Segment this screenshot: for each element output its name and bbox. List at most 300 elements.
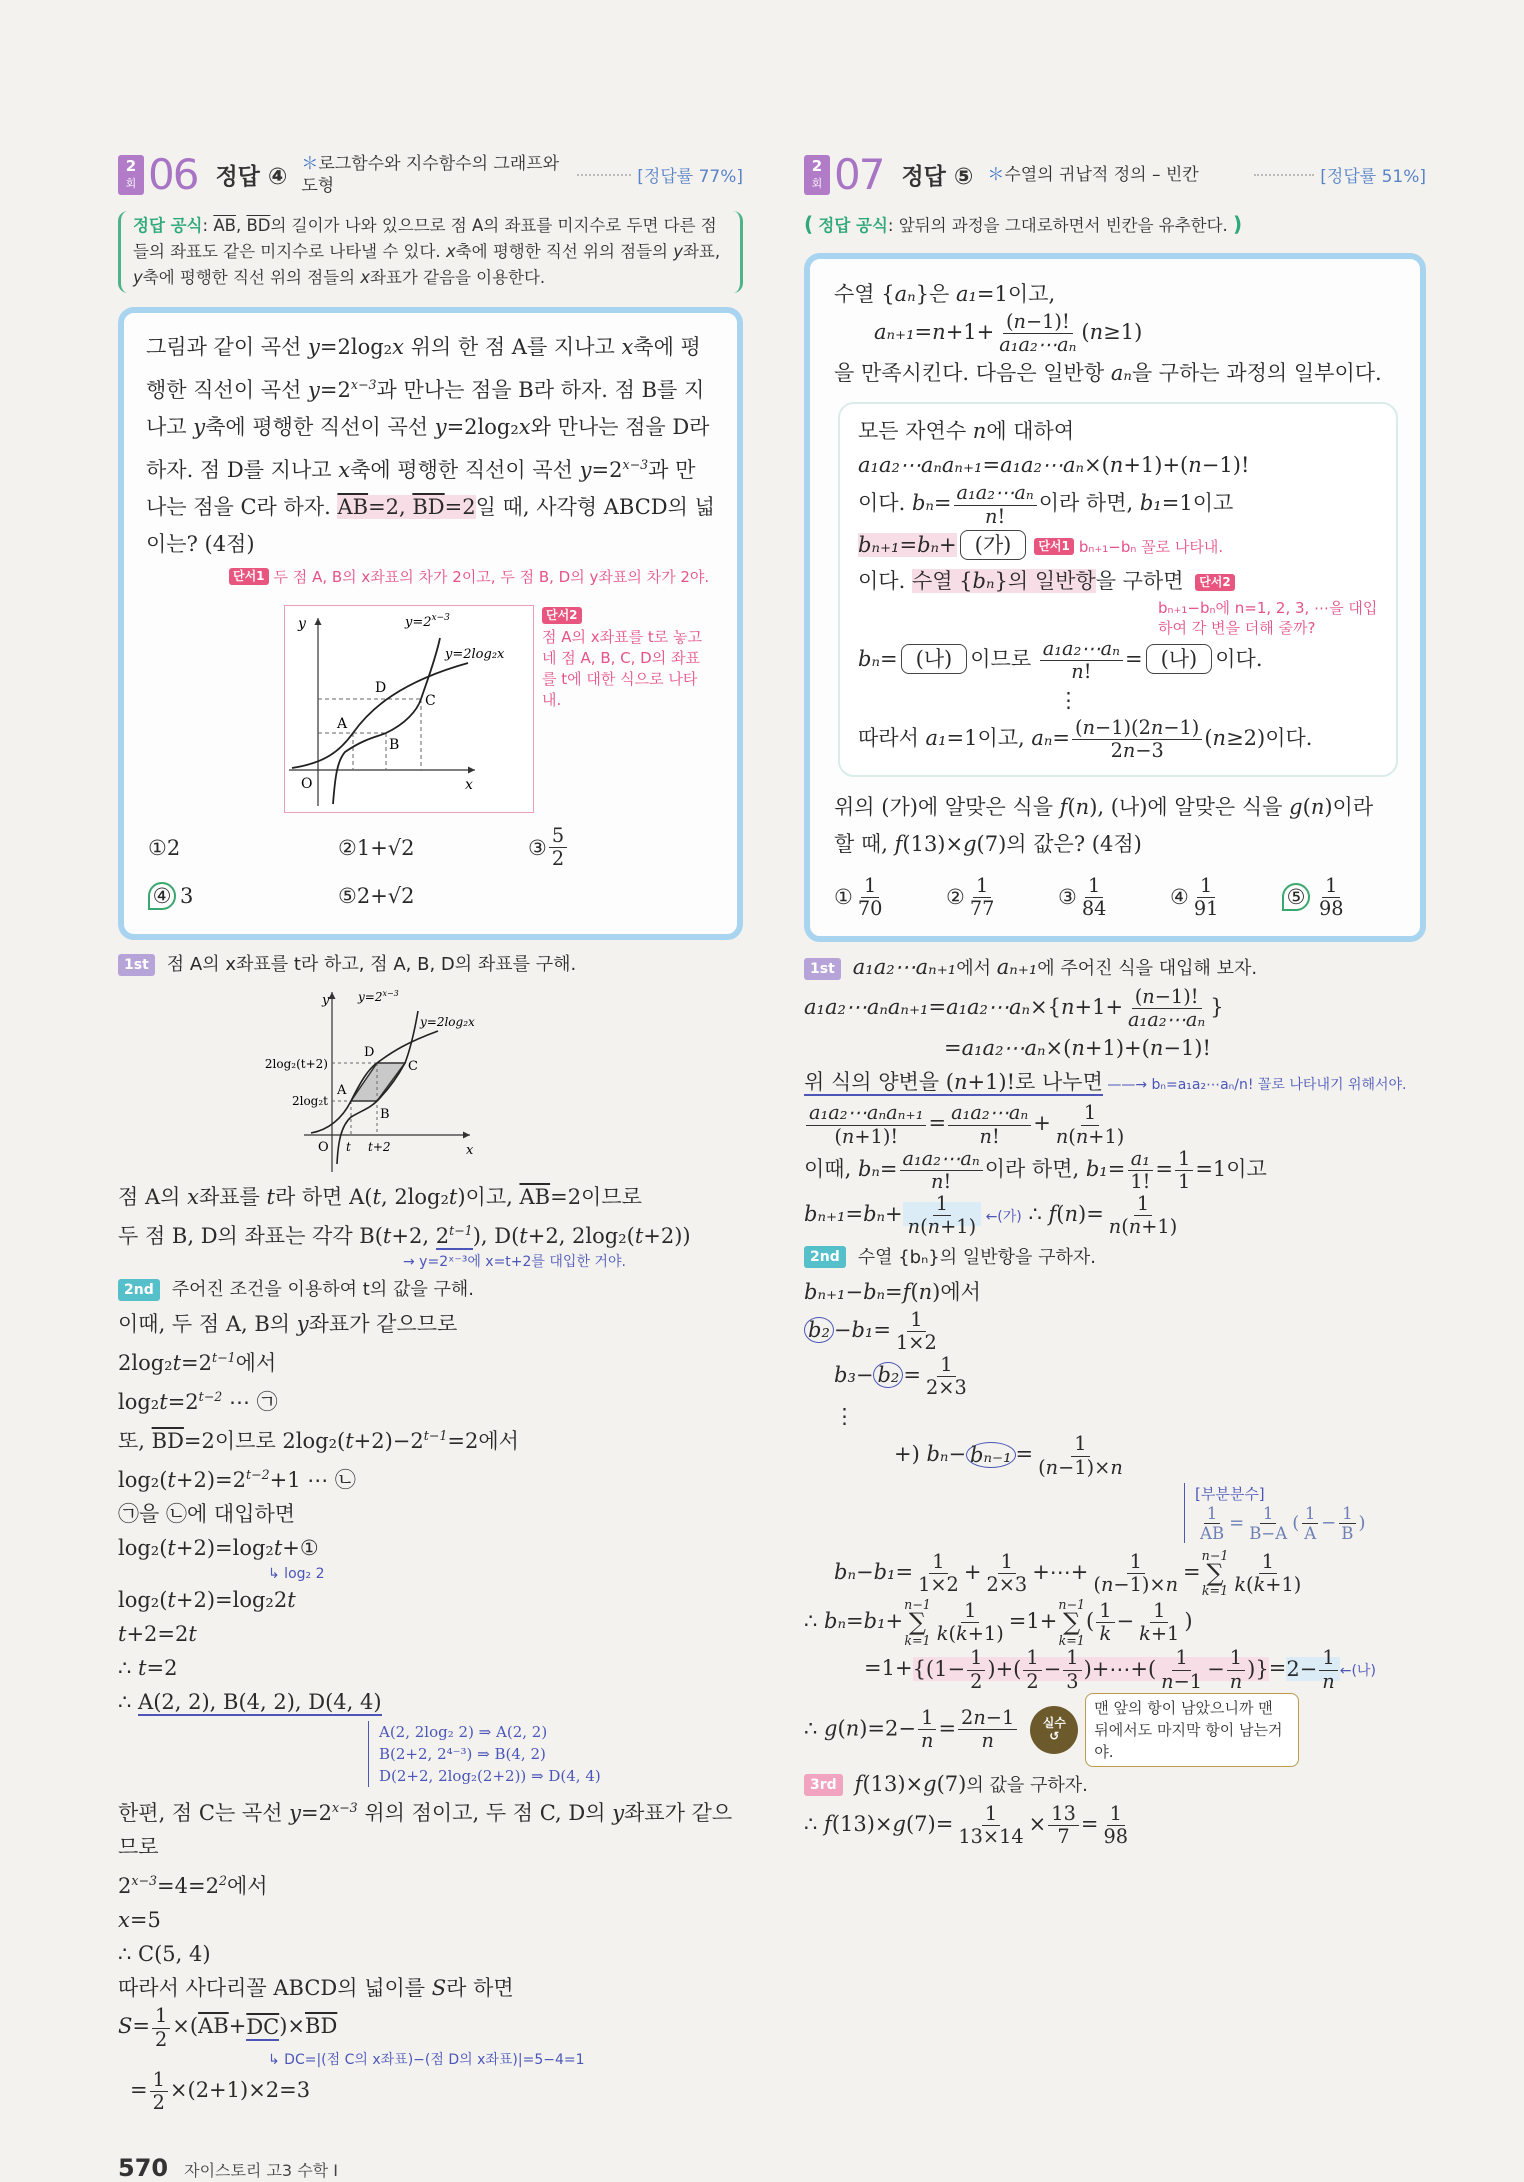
highlight [858, 533, 957, 557]
text: 91 [1193, 896, 1219, 920]
fraction [905, 1193, 979, 1238]
text: ㉠을 ㉡에 대입하면 [118, 1502, 296, 1527]
text: n [1161, 1669, 1174, 1693]
text: $\overline{AB}$ [198, 2014, 229, 2039]
formula-text: : 앞뒤의 과정을 그대로하면서 빈칸을 유추한다. [887, 216, 1228, 235]
text: a₁a₂⋯aₙ [902, 1146, 980, 1170]
sum-upper: n−1 [904, 1597, 931, 1613]
text: n [1045, 1455, 1059, 1479]
choice-option[interactable] [148, 825, 338, 870]
exp-curve [333, 638, 440, 804]
choice-option[interactable] [528, 825, 718, 870]
text: t [167, 1588, 176, 1613]
paren-close: ) [1233, 212, 1243, 236]
math-var [308, 378, 320, 402]
math-var [919, 1280, 933, 1304]
text: n [1064, 1202, 1078, 1227]
choice-option[interactable] [1058, 875, 1170, 920]
solution-graph [238, 984, 498, 1174]
denominator [955, 1826, 1026, 1848]
math-var [824, 1609, 846, 1633]
text: (13)× [831, 1812, 893, 1837]
text: t [159, 1390, 168, 1415]
solution-line [118, 1271, 743, 1307]
text: 2nd [810, 1249, 840, 1266]
text: y [612, 1801, 625, 1826]
fraction [1197, 1504, 1227, 1543]
text: n [1100, 1573, 1114, 1597]
text: 98 [1319, 896, 1344, 920]
math-var [985, 505, 997, 528]
fraction [152, 2005, 170, 2050]
y-tick-2log-t: 2log₂t [291, 1094, 328, 1109]
text: 2 [435, 1224, 450, 1249]
math-var [167, 1468, 175, 1492]
denominator [915, 1574, 962, 1596]
denominator [831, 1126, 901, 1148]
solution-line [834, 311, 1398, 356]
math-var [1161, 1670, 1173, 1693]
text: n [1322, 1669, 1335, 1693]
text: 1+√2 [356, 835, 415, 860]
text: A(2, 2), B(4, 2), D(4, 4) [138, 1690, 382, 1715]
text: log₂( [118, 1468, 168, 1493]
math-var [1123, 739, 1135, 762]
fraction [983, 1551, 1030, 1596]
text: 1×2 [918, 1573, 959, 1597]
text: ! [1083, 660, 1092, 684]
text: ∴ [118, 1656, 139, 1681]
solution-line [118, 1685, 743, 1719]
math-var [1064, 1202, 1078, 1226]
math-var [1109, 1215, 1121, 1238]
text: − [1321, 1512, 1337, 1534]
text: ↳ DC=|(점 C의 x좌표)−(점 D의 x좌표)|=5−4=1 [268, 2051, 585, 2068]
text: 1 [1178, 1170, 1191, 1194]
math-var [834, 1560, 856, 1584]
text: n [1149, 1036, 1164, 1061]
denominator [905, 1216, 979, 1238]
blank-box [960, 530, 1027, 560]
text: +2)) [643, 1224, 691, 1249]
text: n [1110, 1455, 1123, 1479]
solution-line [118, 1903, 743, 1937]
text: ×( [1045, 1036, 1072, 1061]
text: f [1059, 794, 1068, 819]
text: −1)! [1163, 1036, 1211, 1061]
text: 98 [1103, 1825, 1129, 1849]
numerator [1319, 1647, 1337, 1670]
math-var [1142, 985, 1154, 1008]
text: = [914, 320, 933, 345]
problem-figure-row [124, 605, 737, 813]
text: (13)× [862, 1771, 924, 1796]
fraction [1023, 1647, 1041, 1692]
text: ), (나)에 알맞은 식을 [1089, 794, 1290, 819]
text: = [879, 1157, 898, 1182]
text: n [1150, 716, 1164, 740]
text: 따라서 [858, 726, 926, 751]
text: n [1188, 453, 1202, 478]
text: +1 [1150, 1622, 1180, 1646]
text: − [855, 1363, 874, 1388]
fraction [1063, 1647, 1081, 1692]
text: y [193, 415, 206, 439]
choice-number [946, 885, 965, 909]
text: t [188, 1622, 197, 1647]
text: 1 [970, 1646, 983, 1670]
text: (7)= [905, 1812, 954, 1837]
solution-line [804, 1549, 1426, 1598]
text: 1st [810, 960, 835, 977]
text: = [130, 2078, 148, 2103]
math-var [612, 1801, 624, 1825]
text: a₁a₂⋯aₙ [946, 995, 1030, 1020]
text: 1 [1342, 1503, 1353, 1523]
math-var [1150, 1036, 1164, 1060]
text: n [981, 1729, 994, 1753]
topic-text: 로그함수와 지수함수의 그래프와 도형 [301, 153, 560, 196]
text: 이다. [858, 568, 912, 593]
annotation [1103, 1077, 1407, 1093]
denominator [152, 2029, 170, 2051]
text: =2 [444, 495, 476, 519]
hint-text [1079, 538, 1223, 556]
math-var [954, 1070, 968, 1094]
math-var [1213, 726, 1227, 750]
text: n [918, 1279, 933, 1304]
exp-curve-label: $y=2^{x-3}$ [405, 613, 450, 630]
text: ∴ [118, 1690, 139, 1715]
text: + [228, 2014, 247, 2039]
text: −1 [1173, 1669, 1203, 1693]
text: $\overline{AB}$ [213, 216, 236, 235]
text: 따라서 사다리꼴 ABCD의 넓이를 [118, 1976, 432, 2001]
fraction [1079, 875, 1110, 920]
log-curve-label: y=2log₂x [445, 647, 505, 662]
numerator [1081, 1102, 1099, 1125]
text: }의 일반항 [994, 568, 1096, 593]
math-var [621, 335, 633, 359]
text: ×( [172, 2014, 199, 2039]
text: ×(2+1)×2=3 [169, 2078, 311, 2103]
text: 1 [1199, 873, 1213, 897]
denominator [1023, 1671, 1041, 1693]
fraction [1053, 1102, 1127, 1147]
math-var [851, 1318, 873, 1342]
text: ∴ [804, 1812, 825, 1837]
text: t [167, 1536, 176, 1561]
fraction [954, 482, 1037, 527]
math-var [804, 1202, 845, 1226]
text: 이라 하면, [984, 1157, 1086, 1182]
text: ( [1121, 1215, 1129, 1239]
choices-row-1 [124, 817, 737, 870]
denominator [967, 898, 998, 920]
text: g [963, 831, 977, 856]
math-var [1000, 453, 1084, 477]
choice-option[interactable] [1282, 875, 1394, 920]
text: 일 때, 사각형 ABCD의 넓이는? (4점) [146, 495, 715, 556]
solution-line [804, 1239, 1426, 1275]
text: + [963, 1560, 982, 1585]
text: t [448, 1185, 458, 1210]
denominator [1035, 1457, 1126, 1479]
text: f [894, 831, 903, 856]
text: f [902, 1279, 911, 1304]
text: 1 [1322, 1646, 1335, 1670]
step-text [1037, 958, 1257, 979]
text: (나) [915, 647, 953, 672]
text: 1 [935, 1192, 949, 1216]
text: 1 [1083, 1101, 1097, 1125]
text: =2log₂ [319, 335, 393, 359]
text: = [845, 1202, 864, 1227]
topic-text: 수열의 귀납적 정의 – 빈칸 [1004, 164, 1199, 185]
text: x [392, 335, 404, 359]
text: = [1183, 1560, 1201, 1585]
choice-option[interactable] [338, 874, 528, 918]
text: t [167, 1468, 176, 1493]
text: 라 하면 [446, 1976, 514, 2001]
math-var [1086, 1157, 1108, 1181]
text: 이므로 [970, 647, 1038, 672]
text: )} [1247, 1656, 1269, 1681]
math-var [118, 1908, 130, 1932]
text: 77 [969, 896, 995, 920]
text: 2− [1286, 1656, 1318, 1681]
math-var [853, 955, 956, 979]
text: n [1108, 1215, 1122, 1239]
x-axis-label: x [465, 777, 473, 793]
choice-option[interactable] [148, 874, 338, 918]
problem-text [124, 313, 737, 563]
text: 축에 평행한 직선 위의 점들의 [142, 268, 361, 287]
numerator [1085, 875, 1103, 898]
solution-line [118, 1531, 743, 1565]
denominator [1191, 898, 1222, 920]
fraction [948, 1102, 1031, 1147]
text: = [1015, 1442, 1034, 1467]
text: +1) [1141, 1215, 1178, 1239]
denominator [977, 1126, 1003, 1148]
solution-line [118, 1458, 743, 1497]
denominator [1197, 1524, 1227, 1543]
text: − [1207, 1656, 1225, 1681]
text: b₁ [1139, 491, 1162, 516]
math-var [804, 1280, 845, 1304]
text: x [360, 268, 371, 287]
question-06-header [118, 150, 743, 199]
text: )이고, [457, 1185, 520, 1210]
text: =4=2 [157, 1874, 219, 1899]
answer-formula-box [804, 211, 1426, 239]
text: + [939, 532, 957, 557]
math-var [1110, 453, 1124, 477]
math-var [874, 1560, 896, 1584]
denominator [1097, 1623, 1115, 1645]
solution-line [118, 2069, 743, 2114]
text: ( [948, 1622, 957, 1646]
solution-line [834, 277, 1398, 311]
text: 이다. [1215, 647, 1263, 672]
partial-fraction-formula [1195, 1504, 1426, 1543]
text: +1)!로 나누면 [967, 1070, 1103, 1095]
segment-name [337, 495, 368, 519]
text: $\overline{AB}$ [337, 495, 369, 519]
text: ( [1075, 716, 1083, 740]
superscript [199, 1389, 223, 1404]
text: 1 [921, 1706, 934, 1730]
solution-line [118, 1497, 743, 1531]
text: 1 [1074, 1432, 1087, 1456]
math-var [863, 1202, 885, 1226]
denominator [150, 2092, 168, 2114]
math-var [824, 1812, 832, 1836]
text: y [673, 242, 683, 261]
numerator [1197, 875, 1215, 898]
text: ∴ [1021, 1202, 1049, 1227]
denominator [934, 1623, 1007, 1645]
text: +2, [391, 1224, 436, 1249]
numerator [1096, 1600, 1114, 1623]
superscript [131, 1873, 157, 1888]
math-var [297, 1312, 309, 1336]
denominator [978, 1730, 996, 1752]
text: n [1013, 310, 1026, 333]
denominator [1068, 661, 1094, 683]
denominator [1246, 1524, 1290, 1543]
text: b₁ [873, 1560, 896, 1585]
denominator [1175, 1171, 1193, 1193]
denominator [1079, 898, 1110, 920]
text: t−1 [449, 1223, 473, 1239]
text: t [266, 1185, 275, 1210]
text: 을 구하면 [1095, 568, 1191, 593]
round-number: 2 [811, 156, 823, 175]
t-label: t [346, 1140, 351, 1155]
fraction [1191, 875, 1222, 920]
text: ⋯ ㉠ [222, 1390, 278, 1415]
text: 위 식의 양변을 ( [804, 1070, 954, 1095]
numerator [1072, 717, 1202, 740]
process-lines-1 [858, 414, 1378, 597]
text: )에서 [932, 1279, 981, 1304]
math-var [159, 1390, 167, 1414]
text: 2 [152, 2091, 165, 2115]
fraction [918, 1707, 936, 1752]
denominator [1227, 1671, 1245, 1693]
point-b-label: B [389, 737, 400, 753]
superscript [449, 1223, 473, 1238]
text: ( [1005, 310, 1014, 333]
text: × [1028, 1812, 1047, 1837]
choice-option[interactable] [338, 825, 528, 870]
text: 축에 평행한 직선이 곡선 [146, 335, 701, 402]
text: = [879, 647, 898, 672]
text: 2+√2 [356, 884, 415, 909]
text: ) [1184, 1609, 1193, 1634]
text: 모든 자연수 [858, 419, 973, 444]
numerator [150, 2069, 168, 2092]
denominator [1100, 1826, 1131, 1848]
text: AB [1200, 1523, 1225, 1543]
text: +1 ⋯ ㉡ [269, 1468, 356, 1493]
text: n [1060, 995, 1075, 1020]
denominator [1053, 1126, 1127, 1148]
math-var [893, 1812, 906, 1836]
underlined [138, 1690, 382, 1716]
text: 1 [1304, 1503, 1316, 1523]
origin-label: O [301, 776, 313, 792]
selected-answer-mark [1282, 883, 1310, 911]
text: +① [282, 1536, 319, 1561]
math-var [1151, 716, 1163, 739]
text: ( [1086, 1609, 1095, 1634]
text: 1 [1229, 1646, 1243, 1670]
text: (가) [974, 532, 1012, 557]
choice-option[interactable] [946, 875, 1058, 920]
math-var [956, 1622, 968, 1645]
text: a₁a₂⋯aₙaₙ₊₁ [809, 1101, 924, 1125]
fraction [806, 1102, 926, 1147]
superscript [332, 1800, 358, 1815]
underlined [436, 1224, 473, 1250]
left-column [118, 150, 743, 2182]
numerator [1227, 1647, 1245, 1670]
math-var [973, 569, 995, 593]
choice-option[interactable] [834, 875, 946, 920]
text: = [846, 1609, 864, 1634]
text: ←(나) [1339, 1663, 1376, 1680]
text: n [1089, 320, 1104, 345]
y-tick-2log-t-plus-2: 2log₂(t+2) [264, 1057, 328, 1072]
math-var [824, 1716, 837, 1740]
correct-rate: [정답률 77%] [637, 167, 743, 187]
math-var [809, 1101, 923, 1124]
math-var [173, 1351, 181, 1375]
text: 1 [1206, 1503, 1218, 1523]
solution-line [118, 1617, 743, 1651]
text: t [382, 1224, 392, 1249]
text: n [1229, 1669, 1243, 1693]
sigma-sum [904, 1598, 931, 1647]
text: 이때, [804, 1157, 858, 1182]
fraction [915, 1551, 962, 1596]
text: t [372, 1185, 381, 1210]
sum-upper: n−1 [1058, 1597, 1086, 1613]
solution-line [118, 1419, 743, 1458]
choice-option[interactable] [1170, 875, 1282, 920]
problem-box-07 [804, 253, 1426, 942]
solution-line [804, 1309, 1426, 1354]
numerator [958, 1707, 1017, 1730]
text: − [845, 1279, 864, 1304]
text: − [1043, 1656, 1062, 1681]
sum-upper: n−1 [1201, 1547, 1229, 1563]
text: a₁a₂⋯aₙ [1128, 1008, 1206, 1032]
denominator [1054, 1826, 1072, 1848]
text: log₂( [118, 1588, 168, 1613]
solution-line [858, 717, 1378, 762]
numerator [967, 1647, 985, 1670]
fraction [1106, 1193, 1180, 1238]
solution-line [804, 1148, 1426, 1193]
fraction [900, 1148, 983, 1193]
text: ① [834, 885, 853, 910]
text: n [1142, 985, 1155, 1009]
fraction [1246, 1504, 1290, 1543]
